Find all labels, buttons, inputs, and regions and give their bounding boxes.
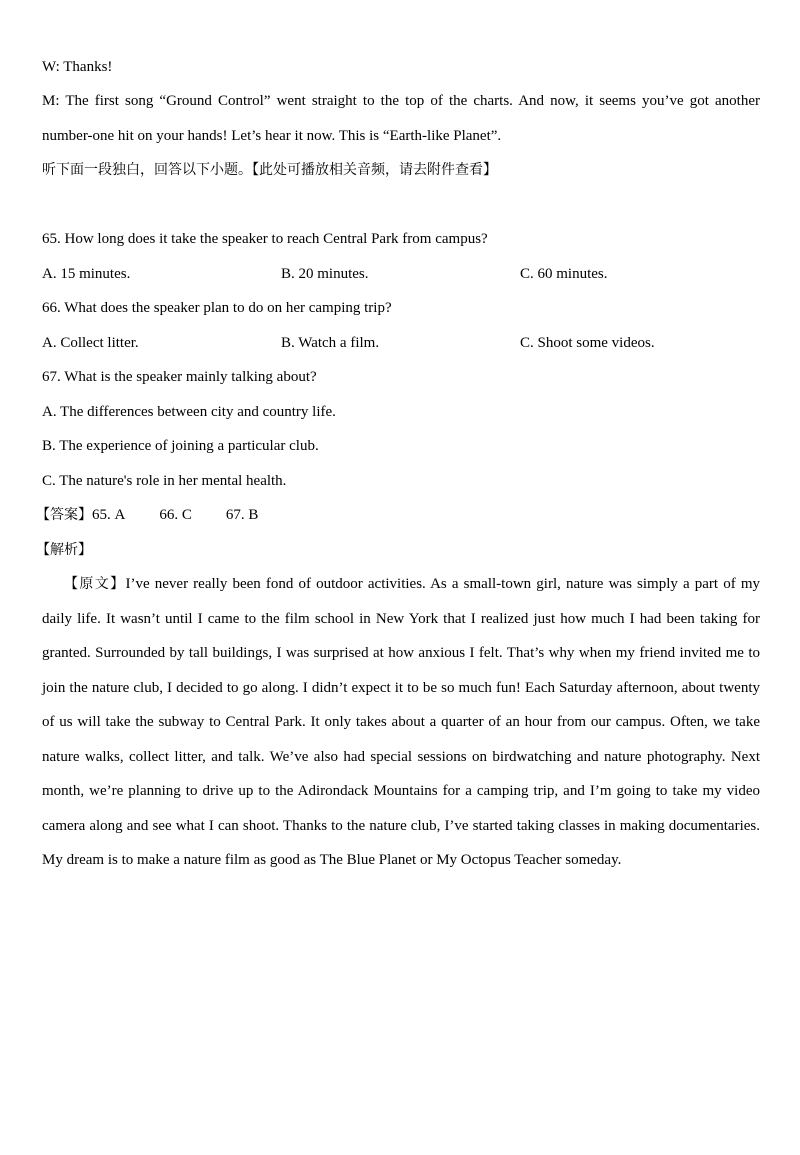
analysis-label: 【解析】: [36, 542, 92, 558]
dialogue-line: W: Thanks!: [42, 59, 113, 75]
option-b: B. 20 minutes.: [281, 266, 369, 282]
question-65-stem: 65. How long does it take the speaker to reach Central Park from campus?: [42, 231, 488, 247]
transcript-line: My dream is to make a nature film as good as The Blue Planet or My Octopus Teacher someday.: [42, 852, 622, 868]
option-b: B. Watch a film.: [281, 335, 380, 351]
option-c: C. The nature's role in her mental health.: [42, 473, 287, 489]
transcript-line: granted. Surrounded by tall buildings, I was surprised at how anxious I felt. That’s why when my friend invited me to: [42, 645, 760, 661]
answer-label: 【答案】: [36, 507, 92, 523]
question-65-options: [42, 264, 762, 284]
answer-item: 66. C: [159, 507, 192, 523]
instruction: 听下面一段独白，回答以下小题。【此处可播放相关音频，请去附件查看】: [42, 162, 497, 178]
question-67-stem: 67. What is the speaker mainly talking about?: [42, 369, 317, 385]
option-c: C. Shoot some videos.: [520, 335, 655, 351]
answer-item: 67. B: [225, 507, 259, 523]
option-a: A. Collect litter.: [42, 335, 139, 351]
option-c: C. 60 minutes.: [520, 266, 608, 282]
answer-line: [36, 505, 258, 525]
transcript-line: of us will take the subway to Central Park. It only takes about a quarter of an hour from our campus. Often, we take: [42, 714, 760, 730]
answer-item: 65. A: [92, 507, 126, 523]
transcript-line: camera along and see what I can shoot. Thanks to the nature club, I’ve started taking classes in making documentaries.: [42, 818, 760, 834]
transcript-line: join the nature club, I decided to go along. I didn’t expect it to be so much fun! Each Saturday afternoon, about twenty: [42, 680, 760, 696]
transcript-label: 【原文】: [64, 576, 126, 592]
transcript-line: month, we’re planning to drive up to the Adirondack Mountains for a camping trip, and I’m going to take my video: [42, 783, 760, 799]
question-66-stem: 66. What does the speaker plan to do on her camping trip?: [42, 300, 392, 316]
transcript-line: daily life. It wasn’t until I came to the film school in New York that I realized just how much I had been taking for: [42, 611, 760, 627]
option-a: A. The differences between city and country life.: [42, 404, 336, 420]
dialogue-line: number-one hit on your hands! Let’s hear it now. This is “Earth-like Planet”.: [42, 128, 502, 144]
option-a: A. 15 minutes.: [42, 266, 131, 282]
dialogue-line: M: The first song “Ground Control” went straight to the top of the charts. And now, it seems you’ve got another: [42, 93, 760, 109]
question-66-options: [42, 333, 762, 353]
transcript-text: I’ve never really been fond of outdoor activities. As a small-town girl, nature was simply a part of my: [125, 576, 760, 592]
option-b: B. The experience of joining a particular club.: [42, 438, 319, 454]
transcript-line: [64, 574, 760, 594]
transcript-line: nature walks, collect litter, and talk. We’ve also had special sessions on birdwatching and nature photography. Next: [42, 749, 760, 765]
